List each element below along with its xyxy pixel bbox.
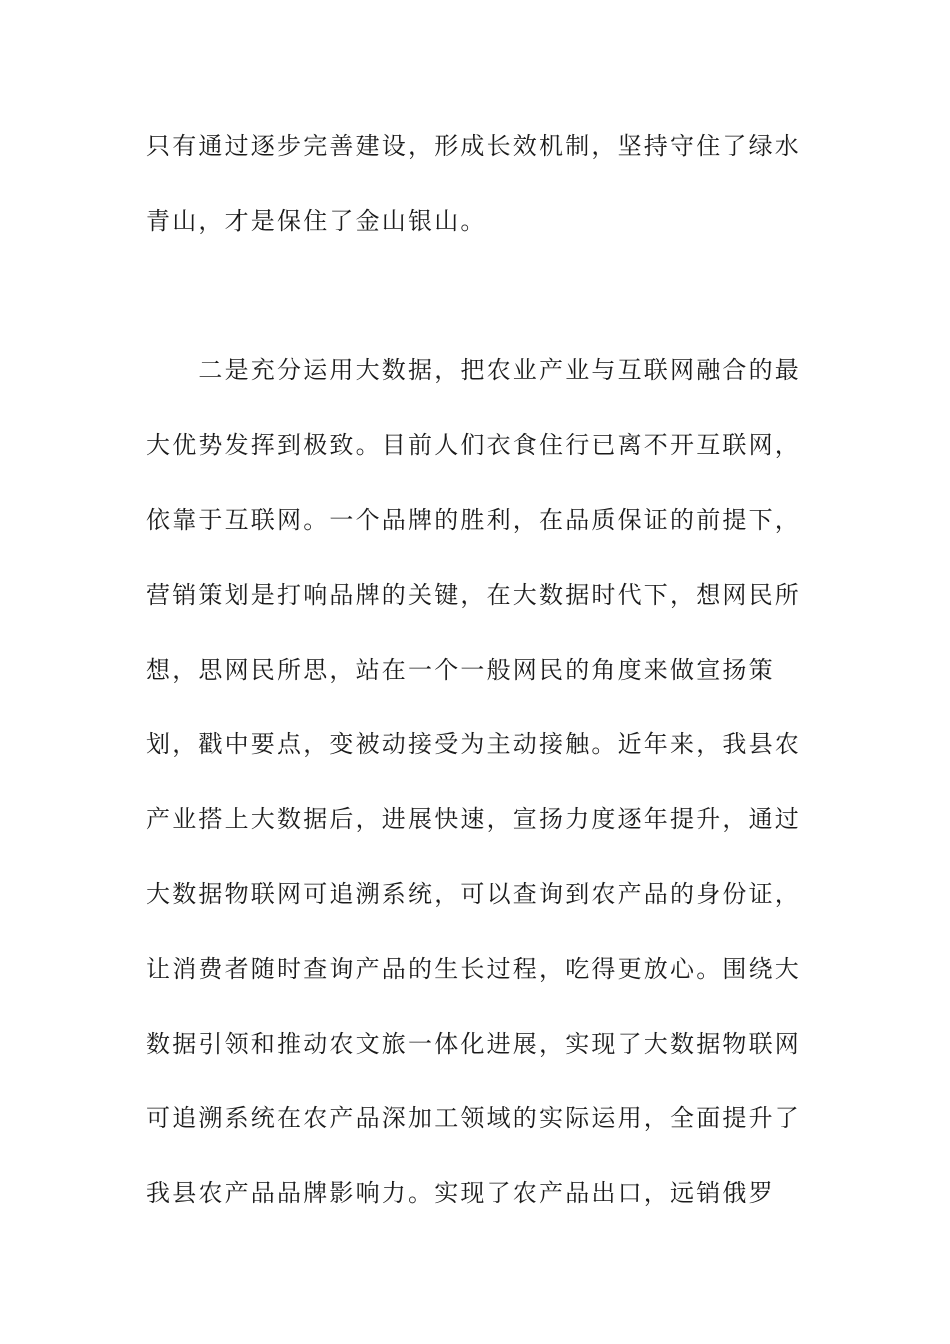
paragraph-2-line: 大数据物联网可追溯系统，可以查询到农产品的身份证， — [146, 880, 801, 908]
paragraph-2-line: 数据引领和推动农文旅一体化进展，实现了大数据物联网 — [146, 1030, 801, 1058]
paragraph-2-line: 二是充分运用大数据，把农业产业与互联网融合的最 — [146, 356, 801, 384]
paragraph-2-line: 大优势发挥到极致。目前人们衣食住行已离不开互联网， — [146, 431, 801, 459]
paragraph-2-line: 我县农产品品牌影响力。实现了农产品出口，远销俄罗 — [146, 1179, 775, 1207]
paragraph-2-line: 依靠于互联网。一个品牌的胜利，在品质保证的前提下， — [146, 506, 801, 534]
paragraph-2-line: 产业搭上大数据后，进展快速，宣扬力度逐年提升，通过 — [146, 805, 801, 833]
paragraph-2-line: 想，思网民所思，站在一个一般网民的角度来做宣扬策 — [146, 656, 775, 684]
paragraph-2-line: 营销策划是打响品牌的关键，在大数据时代下，想网民所 — [146, 581, 801, 609]
paragraph-2-line: 让消费者随时查询产品的生长过程，吃得更放心。围绕大 — [146, 955, 801, 983]
paragraph-1-line: 青山，才是保住了金山银山。 — [146, 207, 487, 235]
paragraph-1-line: 只有通过逐步完善建设，形成长效机制，坚持守住了绿水 — [146, 132, 801, 160]
paragraph-2-line: 可追溯系统在农产品深加工领域的实际运用，全面提升了 — [146, 1104, 801, 1132]
paragraph-2-line: 划，戳中要点，变被动接受为主动接触。近年来，我县农 — [146, 730, 801, 758]
